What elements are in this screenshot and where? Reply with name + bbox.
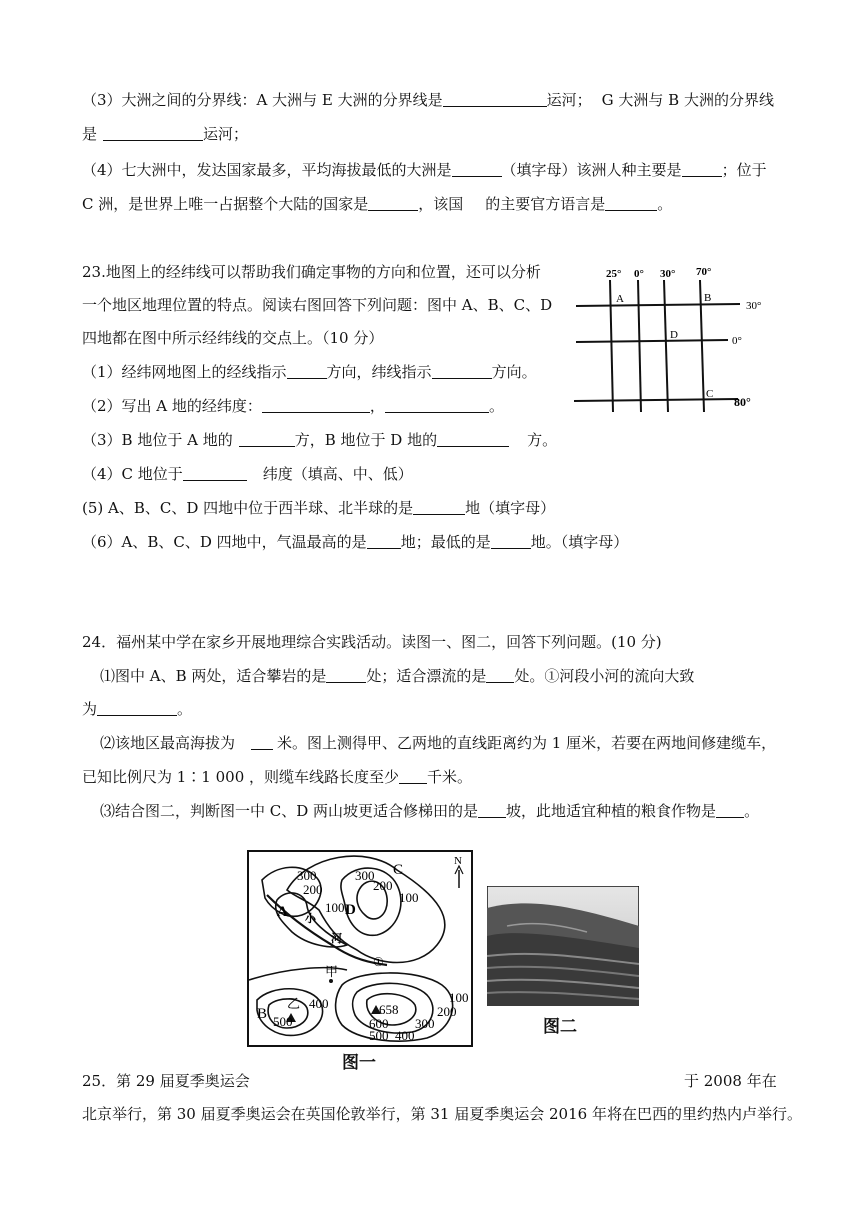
contour-label: 500	[369, 1028, 389, 1043]
q24-intro: 24．福州某中学在家乡开展地理综合实践活动。读图一、图二，回答下列问题。(10 分)	[82, 633, 662, 651]
answer-blank[interactable]	[478, 802, 506, 818]
contour-label: 200	[303, 882, 323, 897]
lat-lon-grid	[560, 258, 790, 418]
q22-line-3: （3）大洲之间的分界线：A 大洲与 E 大洲的分界线是 运河； G 大洲与 B 大洲的分界线	[82, 91, 774, 109]
q23-sub-1: （1）经纬网地图上的经线指示 方向，纬线指示 方向。	[82, 363, 537, 381]
q22-line-3b: 是 运河；	[82, 125, 249, 143]
answer-blank[interactable]	[97, 700, 177, 716]
longitude-line-30	[664, 280, 668, 412]
q23-sub-2: （2）写出 A 地的经纬度： ， 。	[82, 397, 504, 415]
latitude-line-0	[576, 340, 728, 342]
q24-sub-2: ⑵该地区最高海拔为 米。图上测得甲、乙两地的直线距离约为 1 厘米，若要在两地间修建缆车，	[100, 734, 777, 752]
contour-label: 400	[309, 996, 329, 1011]
lon-label-70: 70°	[696, 266, 712, 278]
q23-intro-1: 23.地图上的经纬线可以帮助我们确定事物的方向和位置，还可以分析	[82, 263, 541, 281]
label-reach-1: ①	[373, 955, 384, 969]
answer-blank[interactable]	[437, 431, 509, 447]
lat-label-30: 30°	[746, 300, 762, 312]
lon-label-0: 0°	[634, 268, 644, 280]
q24-sub-1b: 为 。	[82, 700, 193, 718]
contour-label: 500	[273, 1014, 293, 1029]
q22-line-4b: C 洲，是世界上唯一占据整个大陆的国家是 ，该国 的主要官方语言是 。	[82, 195, 673, 213]
terrace-photo	[487, 886, 639, 1006]
label-d: D	[345, 902, 356, 918]
answer-blank[interactable]	[491, 533, 531, 549]
answer-blank[interactable]	[183, 465, 247, 481]
contour-label: 658	[379, 1002, 399, 1017]
answer-blank[interactable]	[682, 161, 722, 177]
answer-blank[interactable]	[262, 397, 370, 413]
contour-label: 100	[399, 890, 419, 905]
point-d: D	[670, 329, 678, 341]
q23-intro-3: 四地都在图中所示经纬线的交点上。（10 分）	[82, 329, 384, 347]
point-a: A	[616, 293, 624, 305]
label-jia: 甲	[325, 964, 339, 979]
contour-label: 100	[325, 900, 345, 915]
label-yi: 乙	[287, 996, 301, 1011]
q23-intro-2: 一个地区地理位置的特点。阅读右图回答下列问题：图中 A、B、C、D	[82, 296, 553, 314]
label-a: A	[277, 904, 288, 920]
contour-label: 100	[449, 990, 469, 1005]
answer-blank[interactable]	[432, 363, 492, 379]
point-b: B	[704, 292, 712, 304]
q24-sub-2b: 已知比例尺为 1∶1 000 ，则缆车线路长度至少 千米。	[82, 768, 473, 786]
answer-blank[interactable]	[368, 195, 418, 211]
answer-blank[interactable]	[716, 802, 744, 818]
lon-label-25: 25°	[606, 268, 622, 280]
north-label: N	[454, 855, 462, 867]
answer-blank[interactable]	[103, 125, 203, 141]
contour-label: 300	[415, 1016, 435, 1031]
lat-label-0: 0°	[732, 335, 742, 347]
q25-line-1: 25．第 29 届夏季奥运会	[82, 1072, 250, 1090]
q25-line-2: 北京举行，第 30 届夏季奥运会在英国伦敦举行，第 31 届夏季奥运会 2016 年将在巴西的里约热内卢举行。	[82, 1105, 802, 1123]
q23-sub-6: （6）A、B、C、D 四地中，气温最高的是 地；最低的是 地。（填字母）	[82, 533, 629, 551]
answer-blank[interactable]	[605, 195, 657, 211]
answer-blank[interactable]	[486, 667, 514, 683]
longitude-line-25	[610, 280, 613, 412]
contour-label: 200	[437, 1004, 457, 1019]
q22-line-4: （4）七大洲中，发达国家最多，平均海拔最低的大洲是 （填字母）该洲人种主要是 ；位于	[82, 161, 767, 179]
contour-label: 300	[297, 868, 317, 883]
q23-sub-3: （3）B 地位于 A 地的 方，B 地位于 D 地的 方。	[82, 431, 558, 449]
answer-blank[interactable]	[413, 499, 465, 515]
contour-label: 300	[355, 868, 375, 883]
label-river-1: 小	[305, 913, 316, 925]
answer-blank[interactable]	[367, 533, 401, 549]
contour-label: 600	[369, 1016, 389, 1031]
answer-blank[interactable]	[452, 161, 502, 177]
latitude-line-80	[574, 399, 738, 401]
answer-blank[interactable]	[239, 431, 295, 447]
contour-label: 200	[373, 878, 393, 893]
label-b: B	[257, 1006, 268, 1022]
contour-label: 400	[395, 1028, 415, 1043]
label-c: C	[393, 862, 404, 878]
latitude-line-30	[576, 304, 740, 306]
answer-blank[interactable]	[399, 768, 427, 784]
q24-sub-3: ⑶结合图二，判断图一中 C、D 两山坡更适合修梯田的是 坡，此地适宜种植的粮食作物是 。	[100, 802, 760, 820]
point-c: C	[706, 388, 714, 400]
answer-blank[interactable]	[287, 363, 327, 379]
q24-sub-1: ⑴图中 A、B 两处，适合攀岩的是 处；适合漂流的是 处。①河段小河的流向大致	[100, 667, 695, 685]
answer-blank[interactable]	[251, 734, 273, 750]
figure-1-caption: 图一	[342, 1053, 376, 1073]
answer-blank[interactable]	[443, 91, 547, 107]
q25-line-1-right: 于 2008 年在	[684, 1072, 777, 1090]
lat-label-80: 80°	[734, 395, 751, 409]
figure-2-caption: 图二	[543, 1017, 577, 1037]
answer-blank[interactable]	[326, 667, 366, 683]
q23-sub-4: （4）C 地位于 纬度（填高、中、低）	[82, 465, 413, 483]
q23-sub-5: (5) A、B、C、D 四地中位于西半球、北半球的是 地（填字母）	[82, 499, 556, 517]
answer-blank[interactable]	[385, 397, 489, 413]
lon-label-30: 30°	[660, 268, 676, 280]
longitude-line-0	[638, 280, 641, 412]
contour-map	[247, 850, 473, 1047]
label-river-2: 河	[331, 933, 342, 945]
